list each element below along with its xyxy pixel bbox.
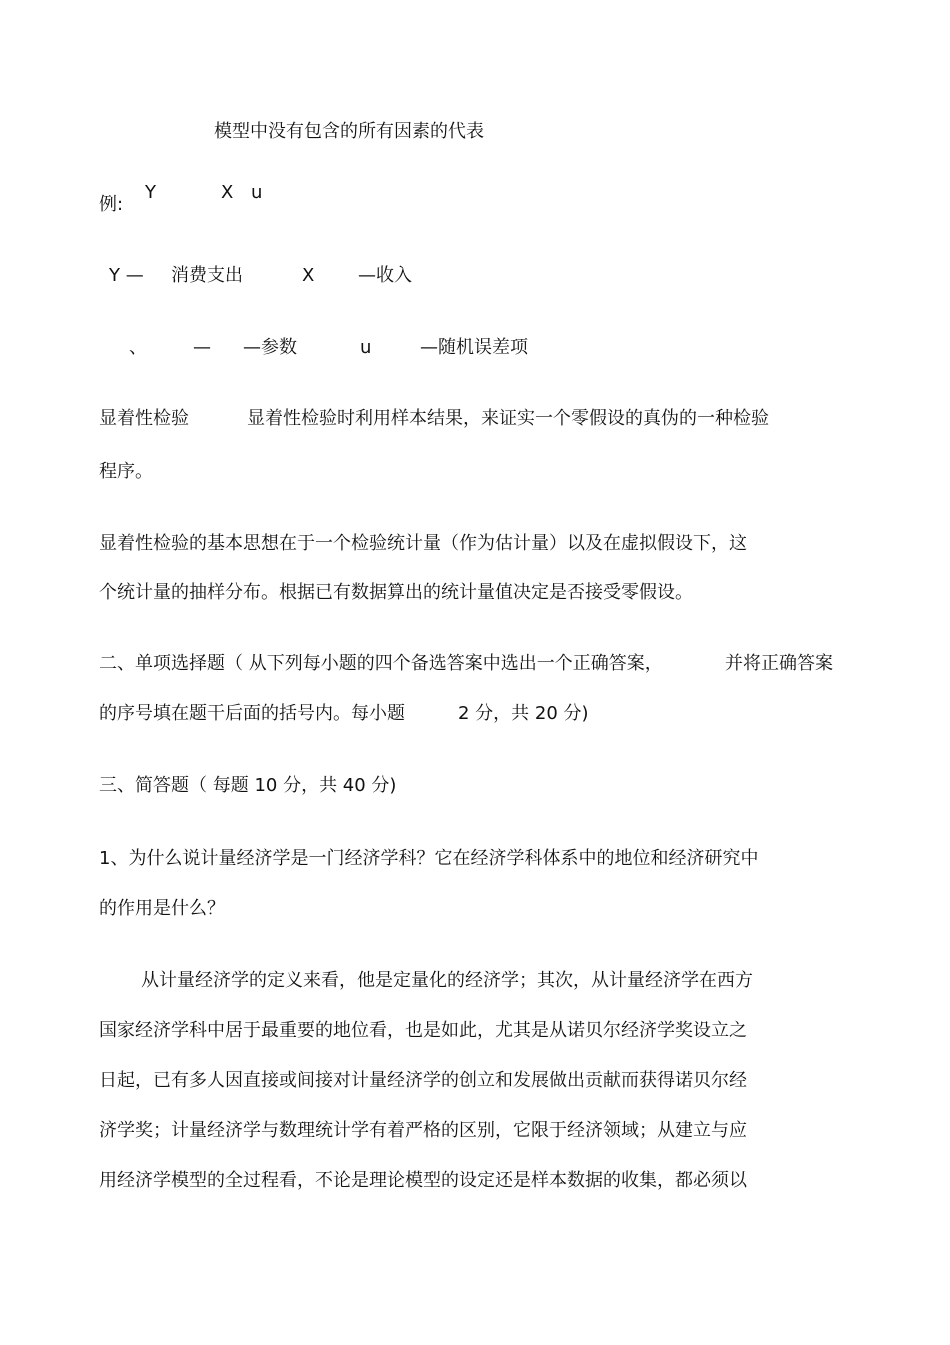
legend-y: Y — (109, 265, 144, 286)
section3-heading: 三、简答题（ 每题 10 分，共 40 分) (99, 775, 397, 796)
example-x-symbol: X (221, 182, 234, 203)
section2-heading-line1a: 二、单项选择题（ 从下列每小题的四个备选答案中选出一个正确答案， (99, 653, 663, 674)
example-u-symbol: u (251, 182, 263, 203)
legend-params: —参数 (243, 337, 297, 358)
significance-definition-line2: 程序。 (99, 461, 153, 482)
answer-line1: 从计量经济学的定义来看，他是定量化的经济学；其次，从计量经济学在西方 (141, 970, 753, 991)
legend-income: —收入 (358, 265, 412, 286)
answer-line4: 济学奖；计量经济学与数理统计学有着严格的区别，它限于经济领域；从建立与应 (99, 1120, 747, 1141)
legend-error-term: —随机误差项 (420, 337, 528, 358)
legend-u: u (360, 337, 372, 358)
question1-line1: 1、为什么说计量经济学是一门经济学科？它在经济学科体系中的地位和经济研究中 (99, 848, 759, 869)
legend-dash: — (193, 337, 211, 358)
example-label: 例: (99, 194, 124, 215)
question1-line2: 的作用是什么？ (99, 898, 225, 919)
significance-idea-line2: 个统计量的抽样分布。根据已有数据算出的统计量值决定是否接受零假设。 (99, 582, 693, 603)
answer-line2: 国家经济学科中居于最重要的地位看，也是如此，尤其是从诺贝尔经济学奖设立之 (99, 1020, 747, 1041)
section2-heading-line2a: 的序号填在题干后面的括号内。每小题 (99, 703, 405, 724)
significance-term: 显着性检验 (99, 408, 189, 429)
legend-x: X (302, 265, 315, 286)
example-y-symbol: Y (145, 182, 156, 203)
answer-line5: 用经济学模型的全过程看，不论是理论模型的设定还是样本数据的收集，都必须以 (99, 1170, 747, 1191)
significance-idea-line1: 显着性检验的基本思想在于一个检验统计量（作为估计量）以及在虚拟假设下，这 (99, 533, 747, 554)
answer-line3: 日起，已有多人因直接或间接对计量经济学的创立和发展做出贡献而获得诺贝尔经 (99, 1070, 747, 1091)
legend-comma: 、 (129, 337, 147, 358)
section2-heading-line1b: 并将正确答案 (725, 653, 833, 674)
significance-definition-line1: 显着性检验时利用样本结果，来证实一个零假设的真伪的一种检验 (247, 408, 769, 429)
definition-tail: 模型中没有包含的所有因素的代表 (214, 121, 484, 142)
section2-heading-line2b: 2 分，共 20 分) (458, 703, 589, 724)
legend-consumption: 消费支出 (171, 265, 243, 286)
